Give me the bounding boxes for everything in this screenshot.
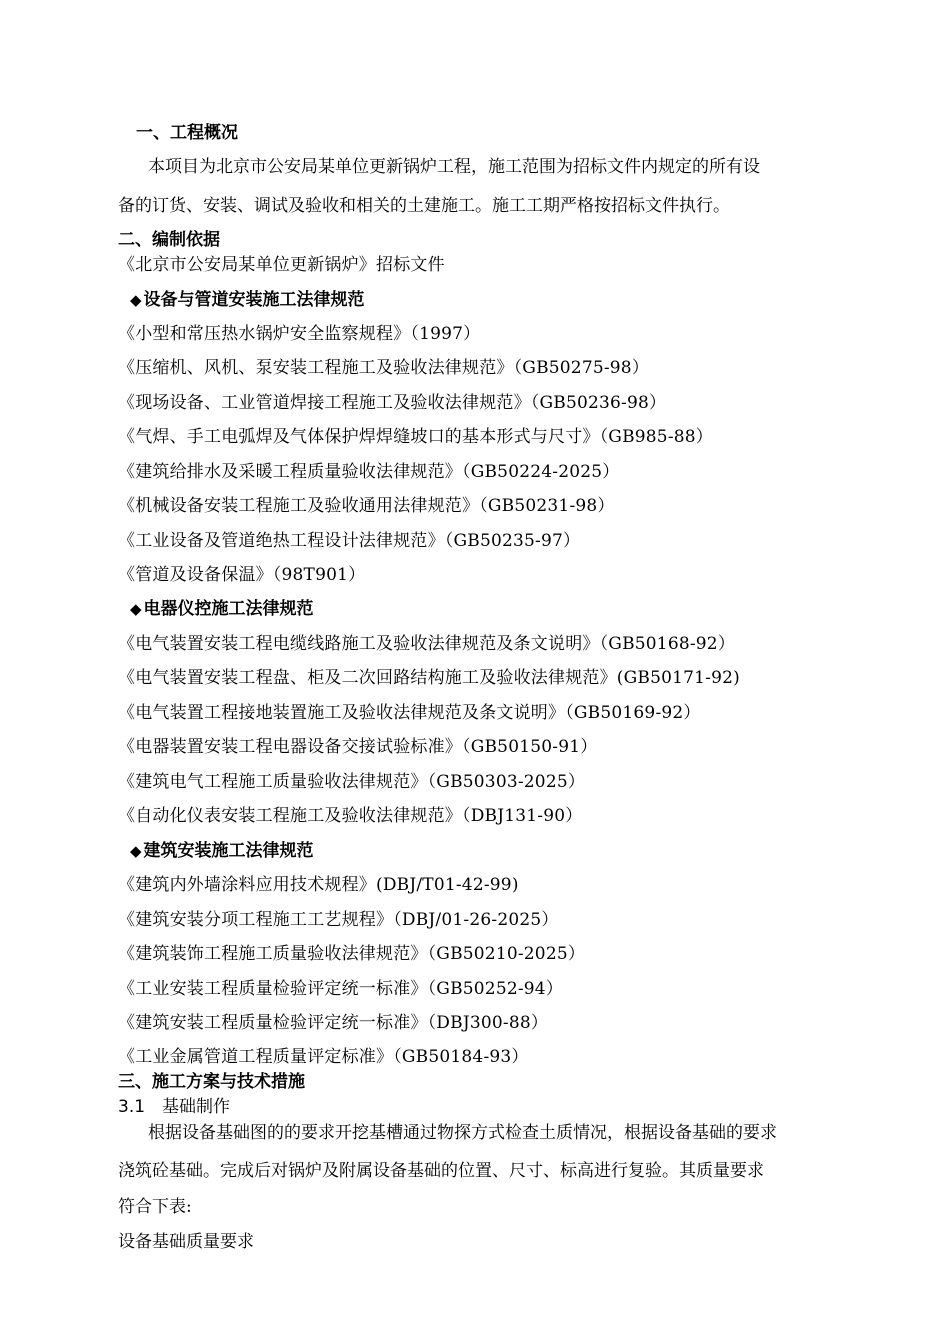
standard-item: 《建筑内外墙涂料应用技术规程》(DBJ/T01-42-99) xyxy=(118,875,519,895)
standard-item: 《压缩机、风机、泵安装工程施工及验收法律规范》（GB50275-98） xyxy=(118,358,650,378)
standard-item: 《建筑安装工程质量检验评定统一标准》（DBJ300-88） xyxy=(118,1013,549,1033)
section-1-paragraph-line-1: 本项目为北京市公安局某单位更新锅炉工程，施工范围为招标文件内规定的所有设 xyxy=(148,157,760,177)
standard-item: 《小型和常压热水锅炉安全监察规程》（1997） xyxy=(118,324,481,344)
standard-item: 《电气装置安装工程电缆线路施工及验收法律规范及条文说明》（GB50168-92） xyxy=(118,634,736,654)
table-caption: 设备基础质量要求 xyxy=(118,1232,254,1252)
standard-item: 《工业安装工程质量检验评定统一标准》（GB50252-94） xyxy=(118,979,564,999)
diamond-bullet-icon: ◆ xyxy=(130,842,142,860)
section-1-title: 一、工程概况 xyxy=(136,123,238,143)
standard-item: 《气焊、手工电弧焊及气体保护焊焊缝坡口的基本形式与尺寸》（GB985-88） xyxy=(118,427,713,447)
standard-item: 《管道及设备保温》（98T901） xyxy=(118,565,366,585)
standard-item: 《建筑安装分项工程施工工艺规程》（DBJ/01-26-2025） xyxy=(118,910,559,930)
standard-item: 《工业金属管道工程质量评定标准》（GB50184-93） xyxy=(118,1047,529,1067)
section-1-paragraph-line-2: 备的订货、安装、调试及验收和相关的土建施工。施工工期严格按招标文件执行。 xyxy=(118,196,730,216)
standard-item: 《建筑装饰工程施工质量验收法律规范》（GB50210-2025） xyxy=(118,944,586,964)
standard-item: 《电气装置安装工程盘、柜及二次回路结构施工及验收法律规范》(GB50171-92) xyxy=(118,668,740,688)
subsection-label: 建筑安装施工法律规范 xyxy=(143,841,314,861)
section-2-title: 二、编制依据 xyxy=(118,230,220,250)
section-3-1-paragraph-line-2: 浇筑砼基础。完成后对锅炉及附属设备基础的位置、尺寸、标高进行复验。其质量要求 xyxy=(118,1161,764,1181)
subsection-label: 设备与管道安装施工法律规范 xyxy=(143,290,365,310)
standard-item: 《自动化仪表安装工程施工及验收法律规范》（DBJ131-90） xyxy=(118,806,583,826)
standard-item: 《机械设备安装工程施工及验收通用法律规范》（GB50231-98） xyxy=(118,496,615,516)
standard-item: 《电器装置安装工程电器设备交接试验标准》（GB50150-91） xyxy=(118,737,598,757)
subsection-label: 电器仪控施工法律规范 xyxy=(143,599,314,619)
subsection-electrical-control xyxy=(130,598,314,620)
bid-document-reference: 《北京市公安局某单位更新锅炉》招标文件 xyxy=(118,255,445,275)
standard-item: 《建筑电气工程施工质量验收法律规范》（GB50303-2025） xyxy=(118,772,586,792)
subsection-3-1-title: 3.1 基础制作 xyxy=(118,1097,231,1117)
section-3-title: 三、施工方案与技术措施 xyxy=(118,1072,305,1092)
diamond-bullet-icon: ◆ xyxy=(130,291,142,309)
section-3-1-paragraph-line-3: 符合下表: xyxy=(118,1197,192,1217)
standard-item: 《建筑给排水及采暖工程质量验收法律规范》（GB50224-2025） xyxy=(118,462,620,482)
subsection-building-installation xyxy=(130,840,314,862)
subsection-equipment-piping xyxy=(130,289,365,311)
standard-item: 《电气装置工程接地装置施工及验收法律规范及条文说明》（GB50169-92） xyxy=(118,703,701,723)
diamond-bullet-icon: ◆ xyxy=(130,600,142,618)
section-3-1-paragraph-line-1: 根据设备基础图的的要求开挖基槽通过物探方式检查土质情况，根据设备基础的要求 xyxy=(148,1123,777,1143)
standard-item: 《工业设备及管道绝热工程设计法律规范》（GB50235-97） xyxy=(118,531,581,551)
standard-item: 《现场设备、工业管道焊接工程施工及验收法律规范》（GB50236-98） xyxy=(118,393,667,413)
